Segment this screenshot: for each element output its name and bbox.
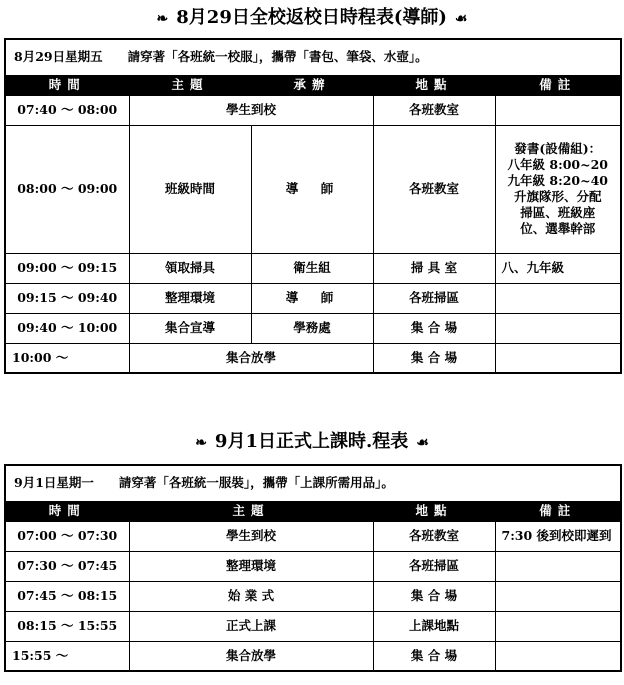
topic-cell: 整理環境 <box>129 551 373 581</box>
remark-cell: 7:30 後到校即遲到 <box>495 521 621 551</box>
table-row <box>5 253 621 283</box>
topic-cell: 學生到校 <box>129 521 373 551</box>
place-cell: 集 合 場 <box>373 581 495 611</box>
remark-cell <box>495 641 621 671</box>
schedule-table-aug29 <box>4 38 622 374</box>
topic-cell: 學生到校 <box>129 95 373 125</box>
remark-cell <box>495 551 621 581</box>
time-cell: 07:00 ～ 07:30 <box>5 521 129 551</box>
time-cell: 07:45 ～ 08:15 <box>5 581 129 611</box>
title-text: 9月1日正式上課時.程表 <box>214 431 409 452</box>
time-cell: 15:55 ～ <box>5 641 129 671</box>
table-row <box>5 283 621 313</box>
dress-code-note: 8月29日星期五 請穿著「各班統一校服」，攜帶「書包、筆袋、水壺」。 <box>5 39 621 75</box>
ornament-right-icon: ☙ <box>454 11 468 27</box>
table-row <box>5 313 621 343</box>
header-time: 時間 <box>5 75 129 95</box>
schedule-table-sep1 <box>4 464 622 672</box>
header-host: 承辦 <box>251 75 373 95</box>
host-cell: 學務處 <box>251 313 373 343</box>
table-row <box>5 343 621 373</box>
place-cell: 上課地點 <box>373 611 495 641</box>
ornament-left-icon: ❧ <box>156 11 169 27</box>
place-cell: 集 合 場 <box>373 343 495 373</box>
remark-line: 位、選舉幹部 <box>520 221 596 236</box>
time-cell: 09:00 ～ 09:15 <box>5 253 129 283</box>
remark-cell <box>495 95 621 125</box>
header-time: 時間 <box>5 501 129 521</box>
title-text: 8月29日全校返校日時程表(導師) <box>176 7 447 28</box>
remark-cell <box>495 283 621 313</box>
remark-line: 升旗隊形、分配 <box>514 189 602 204</box>
remark-cell <box>495 313 621 343</box>
header-remark: 備註 <box>495 501 621 521</box>
time-cell: 08:15 ～ 15:55 <box>5 611 129 641</box>
remark-line: 九年級 8:20~40 <box>507 173 608 188</box>
place-cell: 各班掃區 <box>373 283 495 313</box>
table-row <box>5 641 621 671</box>
place-cell: 集 合 場 <box>373 313 495 343</box>
header-place: 地點 <box>373 75 495 95</box>
remark-cell: 八、九年級 <box>495 253 621 283</box>
schedule-title-sep1 <box>0 430 624 455</box>
topic-cell: 班級時間 <box>129 125 251 253</box>
remark-cell <box>495 343 621 373</box>
time-cell: 10:00 ～ <box>5 343 129 373</box>
remark-cell <box>495 581 621 611</box>
schedule-title-aug29 <box>0 6 624 31</box>
remark-line: 八年級 8:00~20 <box>507 157 608 172</box>
table-row <box>5 125 621 253</box>
remark-cell <box>495 611 621 641</box>
remark-line: 掃區、班級座 <box>520 205 596 220</box>
table-row <box>5 551 621 581</box>
header-place: 地點 <box>373 501 495 521</box>
ornament-right-icon: ☙ <box>416 435 429 451</box>
header-remark: 備註 <box>495 75 621 95</box>
topic-cell: 集合宣導 <box>129 313 251 343</box>
host-cell: 導 師 <box>251 283 373 313</box>
topic-cell: 始 業 式 <box>129 581 373 611</box>
place-cell: 各班教室 <box>373 95 495 125</box>
time-cell: 07:40 ～ 08:00 <box>5 95 129 125</box>
topic-cell: 正式上課 <box>129 611 373 641</box>
table-row <box>5 521 621 551</box>
header-topic: 主題 <box>129 75 251 95</box>
place-cell: 各班掃區 <box>373 551 495 581</box>
dress-code-note: 9月1日星期一 請穿著「各班統一服裝」，攜帶「上課所需用品」。 <box>5 465 621 501</box>
remark-line: 發書(設備組)： <box>514 141 602 156</box>
topic-cell: 領取掃具 <box>129 253 251 283</box>
header-topic: 主題 <box>129 501 373 521</box>
topic-cell: 整理環境 <box>129 283 251 313</box>
table-row <box>5 95 621 125</box>
place-cell: 各班教室 <box>373 521 495 551</box>
place-cell: 集 合 場 <box>373 641 495 671</box>
topic-cell: 集合放學 <box>129 641 373 671</box>
host-cell: 導 師 <box>251 125 373 253</box>
table-row <box>5 611 621 641</box>
place-cell: 掃 具 室 <box>373 253 495 283</box>
time-cell: 08:00 ～ 09:00 <box>5 125 129 253</box>
time-cell: 09:15 ～ 09:40 <box>5 283 129 313</box>
remark-cell <box>495 125 621 253</box>
ornament-left-icon: ❧ <box>195 435 207 451</box>
host-cell: 衛生組 <box>251 253 373 283</box>
topic-cell: 集合放學 <box>129 343 373 373</box>
time-cell: 09:40 ～ 10:00 <box>5 313 129 343</box>
time-cell: 07:30 ～ 07:45 <box>5 551 129 581</box>
place-cell: 各班教室 <box>373 125 495 253</box>
table-row <box>5 581 621 611</box>
